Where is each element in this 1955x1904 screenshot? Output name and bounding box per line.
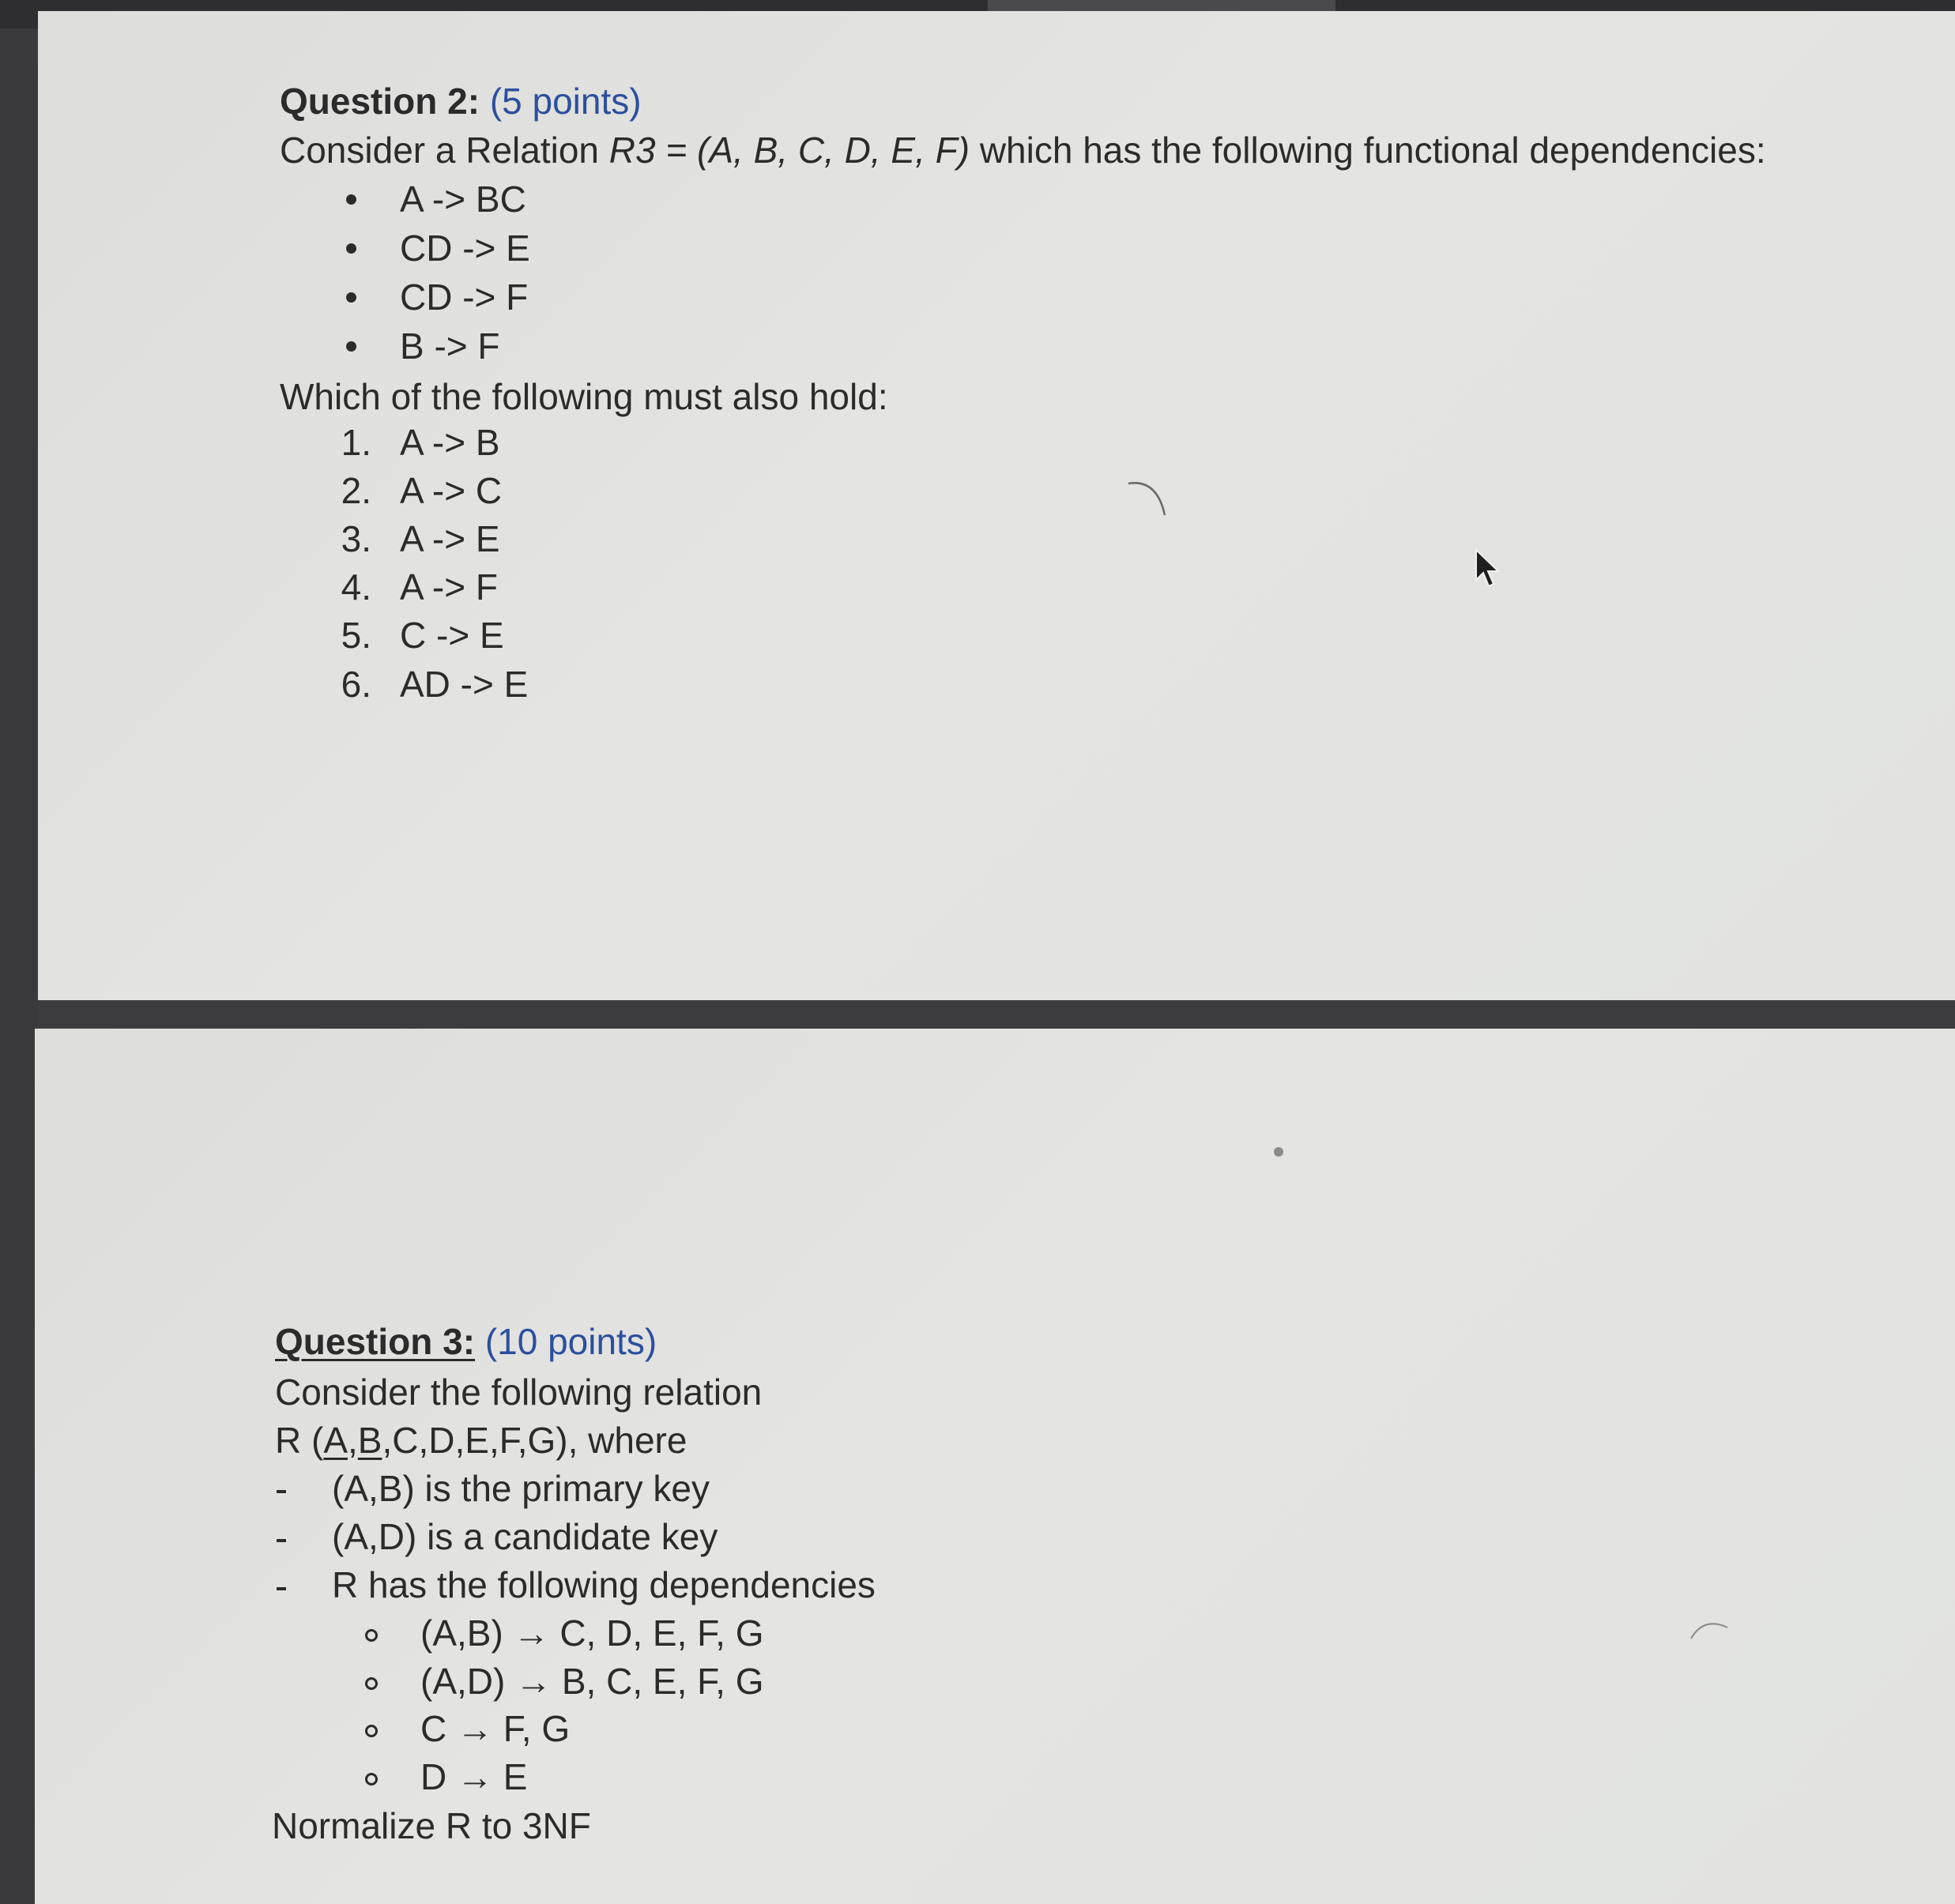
bullet-dot-icon <box>346 341 356 352</box>
option-number: 3. <box>341 518 371 559</box>
q3-dependency-item: (A,D) → B, C, E, F, G <box>420 1661 764 1702</box>
option-text: A -> E <box>400 518 500 559</box>
option-text: C -> E <box>400 615 504 656</box>
mouse-pointer-icon <box>1475 548 1503 589</box>
question-2-intro <box>280 128 1766 172</box>
option-number: 2. <box>341 470 371 511</box>
q3-dependency-item: D → E <box>420 1756 528 1797</box>
relation-rest: ,C,D,E,F,G), where <box>382 1420 687 1461</box>
hollow-circle-bullet-icon <box>365 1629 378 1642</box>
relation-prefix: R ( <box>275 1420 324 1461</box>
hollow-circle-bullet-icon <box>365 1725 378 1737</box>
question-3-points: (10 points) <box>484 1321 657 1362</box>
hollow-circle-bullet-icon <box>365 1677 378 1690</box>
question-3-relation <box>275 1418 687 1462</box>
question-3-title: Question 3: <box>275 1321 476 1362</box>
q3-condition-item: (A,B) is the primary key <box>332 1468 710 1509</box>
option-number: 6. <box>341 664 371 705</box>
question-2-intro-suffix: which has the following functional dependencies: <box>970 130 1766 171</box>
q2-dependency-item: A -> BC <box>400 179 526 220</box>
option-text: A -> F <box>400 566 498 608</box>
question-3-page <box>35 1029 1955 1904</box>
relation-comma: , <box>348 1420 358 1461</box>
q3-dependency-item: (A,B) → C, D, E, F, G <box>420 1612 764 1654</box>
option-text: AD -> E <box>400 664 529 705</box>
relation-key-b: B <box>357 1420 382 1461</box>
relation-key-a: A <box>323 1420 348 1461</box>
question-2-intro-prefix: Consider a Relation <box>280 130 609 171</box>
option-text: A -> B <box>400 422 500 463</box>
page-divider <box>38 1000 1955 1029</box>
q2-dependency-item: B -> F <box>400 325 500 367</box>
option-number: 1. <box>341 422 371 463</box>
dash-bullet-icon <box>277 1490 286 1493</box>
bullet-dot-icon <box>346 243 356 254</box>
question-2-points: (5 points) <box>489 81 642 122</box>
q3-condition-item: (A,D) is a candidate key <box>332 1516 718 1557</box>
q2-dependency-item: CD -> E <box>400 228 530 269</box>
option-number: 4. <box>341 566 371 608</box>
question-2-prompt: Which of the following must also hold: <box>280 376 888 417</box>
bullet-dot-icon <box>346 194 356 205</box>
question-3-heading <box>275 1319 657 1364</box>
hollow-circle-bullet-icon <box>365 1773 378 1785</box>
q3-dependency-item: C → F, G <box>420 1708 571 1749</box>
bullet-dot-icon <box>346 292 356 303</box>
option-text: A -> C <box>400 470 503 511</box>
question-2-relation: R3 = (A, B, C, D, E, F) <box>608 130 970 171</box>
question-3-task: Normalize R to 3NF <box>272 1805 591 1846</box>
q2-dependency-item: CD -> F <box>400 277 529 318</box>
dash-bullet-icon <box>277 1539 286 1542</box>
q3-condition-item: R has the following dependencies <box>332 1564 876 1605</box>
question-2-title: Question 2: <box>280 81 480 122</box>
question-2-heading <box>280 79 642 123</box>
option-number: 5. <box>341 615 371 656</box>
dash-bullet-icon <box>277 1587 286 1590</box>
question-3-line1: Consider the following relation <box>275 1372 763 1413</box>
